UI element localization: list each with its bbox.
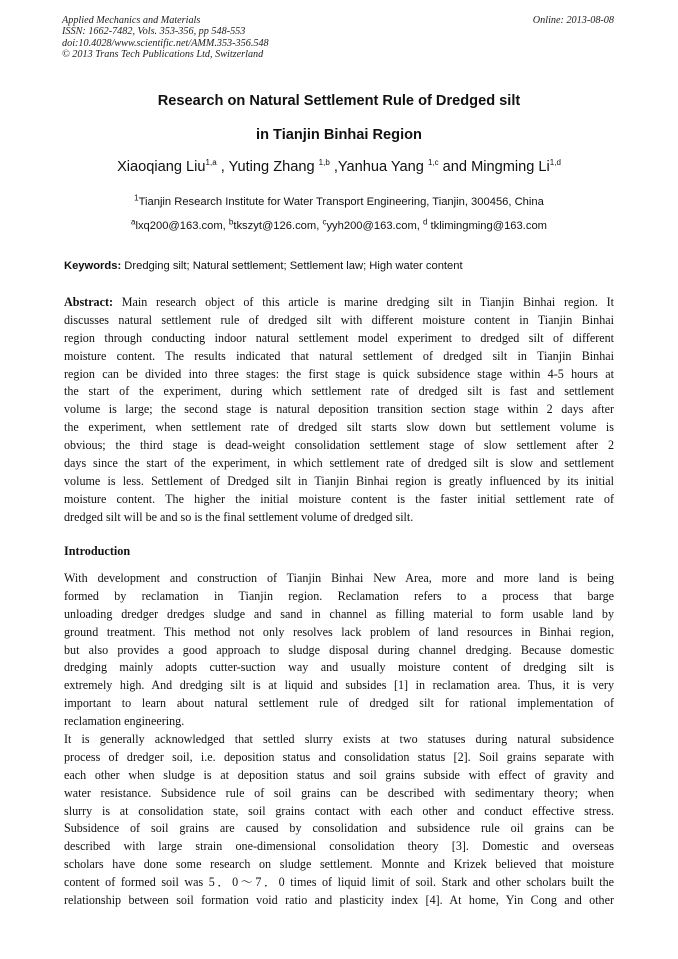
email-sup: c — [322, 217, 327, 227]
author-sup: 1,d — [549, 158, 561, 168]
author-separator: and — [438, 159, 472, 175]
introduction-paragraph-1 — [64, 570, 614, 731]
author-separator: , — [216, 159, 229, 175]
issn-line: ISSN: 1662-7482, Vols. 353-356, pp 548-553 — [62, 26, 246, 38]
author-name: Xiaoqiang Liu — [117, 159, 206, 175]
text-line: moisture content. The higher the initial moisture content is the faster initial settlement rate of — [64, 491, 614, 506]
text-line: region can be divided into three stages: the first stage is quick subsidence stage within 4-5 hours at — [64, 366, 614, 381]
text-line: dredged silt will be and so is the final settlement volume of dredged silt. — [64, 509, 414, 524]
text-line: slurry is at consolidation state, soil grains contact with each other and conduct effective stress. — [64, 803, 614, 818]
author-sup: 1,a — [205, 158, 217, 168]
author-sup: 1,c — [427, 158, 439, 168]
author-name: Mingming Li — [471, 159, 550, 175]
email-list — [0, 217, 678, 232]
text-line: moisture content. The results indicated that natural settlement of dredged silt in Tianjin Binhai — [64, 348, 614, 363]
abstract — [64, 294, 614, 527]
text-line: extremely high. And dredging silt is at liquid and subsides [1] in reclamation area. Thus, it is very — [64, 678, 614, 693]
text-line: water resistance. Subsidence rule of soil grains can be described with sedimentary theory; when — [64, 785, 614, 800]
text-line: process of dredger soil, i.e. deposition status and consolidation status [2]. Soil grains separate with — [64, 749, 614, 764]
email-sup: b — [228, 217, 234, 227]
keywords-text: Dredging silt; Natural settlement; Settlement law; High water content — [121, 260, 463, 272]
journal-header — [62, 15, 269, 61]
email-sup: d — [423, 217, 428, 227]
text-line: content of formed soil was 5．0～7．0 times of liquid limit of soil. Stark and other scholars built the — [64, 875, 614, 890]
text-line: days since the start of the experiment, in which settlement rate of dredged silt is slow and settlement — [64, 456, 614, 471]
text-line: described with large strain one-dimensional consolidation theory [3]. Domestic and overseas — [64, 839, 614, 854]
text-line: volume is large; the second stage is natural deposition transition section stage within 2 days after — [64, 402, 614, 417]
affiliation-sup: 1 — [134, 193, 139, 203]
copyright-line: © 2013 Trans Tech Publications Ltd, Switzerland — [62, 49, 264, 61]
keywords-label: Keywords: — [64, 260, 122, 272]
email-text: tkszyt@126.com, — [233, 220, 323, 232]
text-line: Subsidence of soil grains are caused by consolidation and subsidence rule oil grains can be — [64, 821, 614, 836]
text-line: important to learn about natural settlement rule of dredged silt for rational implementation of — [64, 696, 614, 711]
text-line: dredging mainly adopts cutter-suction way and usually moisture content of dredging silt is — [64, 660, 614, 675]
journal-name: Applied Mechanics and Materials — [62, 15, 201, 26]
email-text: yyh200@163.com, — [326, 220, 423, 232]
text-line: With development and construction of Tianjin Binhai New Area, more and more land is being — [64, 571, 614, 585]
text-line: ground treatment. This method not only resolves lack problem of land resources in Binhai region, — [64, 624, 614, 639]
author-list — [0, 159, 678, 175]
paper-title-line-2: in Tianjin Binhai Region — [256, 127, 422, 143]
text-line: unloading dredger dredges sludge and sand in channel as filling material to form usable land by — [64, 606, 614, 621]
doi-line: doi:10.4028/www.scientific.net/AMM.353-356.548 — [62, 37, 269, 49]
email-sup: a — [131, 217, 136, 227]
text-line: region through conducting indoor natural settlement model experiment to dredged silt of different — [64, 330, 614, 345]
text-line: each other when sludge is at deposition status and soil grains subside with effect of gravity and — [64, 767, 614, 782]
affiliation — [0, 193, 678, 208]
text-line: reclamation engineering. — [64, 714, 185, 729]
author-separator: , — [329, 159, 338, 175]
keywords — [64, 260, 463, 272]
email-text: lxq200@163.com, — [135, 220, 229, 232]
author-sup: 1,b — [318, 158, 330, 168]
text-line: It is generally acknowledged that settled slurry exists at two statuses during natural subsidence — [64, 732, 614, 746]
author-name: Yuting Zhang — [228, 159, 319, 175]
text-line: discusses natural settlement rule of dredged silt with different moisture content in Tianjin Binhai — [64, 312, 614, 327]
text-line: volume is less. Settlement of Dredged silt in Tianjin Binhai region is greatly influenced by its initial — [64, 473, 614, 488]
author-name: Yanhua Yang — [337, 159, 428, 175]
text-line: the start of the experiment, during which settlement rate of dredged silt is fast and settlement — [64, 384, 614, 399]
text-line: formed by reclamation in Tianjin region. Reclamation refers to a process that barge — [64, 588, 614, 603]
text-line: obvious; the third stage is dead-weight consolidation settlement stage of slow settlement after 2 — [64, 438, 614, 453]
text-line: the experiment, when settlement rate of dredged silt starts slow down but settlement volume is — [64, 420, 614, 435]
introduction-paragraph-2 — [64, 731, 614, 910]
online-date: Online: 2013-08-08 — [532, 15, 614, 26]
affiliation-text: Tianjin Research Institute for Water Transport Engineering, Tianjin, 300456, China — [138, 196, 544, 208]
abstract-label: Abstract: — [64, 295, 114, 309]
section-heading-introduction: Introduction — [64, 544, 131, 558]
text-line: relationship between soil formation void ratio and plasticity index [4]. At home, Yin Cong and other — [64, 893, 614, 908]
email-text: tklimingming@163.com — [427, 220, 547, 232]
text-line: Abstract: Main research object of this article is marine dredging silt in Tianjin Binhai region. It — [64, 295, 614, 309]
paper-title-line-1: Research on Natural Settlement Rule of Dredged silt — [157, 93, 521, 109]
text-line: scholars have done some research on sludge settlement. Monnte and Krizek believed that moisture — [64, 857, 614, 872]
text-line: but also provides a good approach to sludge disposal during channel dredging. Because domestic — [64, 642, 614, 657]
